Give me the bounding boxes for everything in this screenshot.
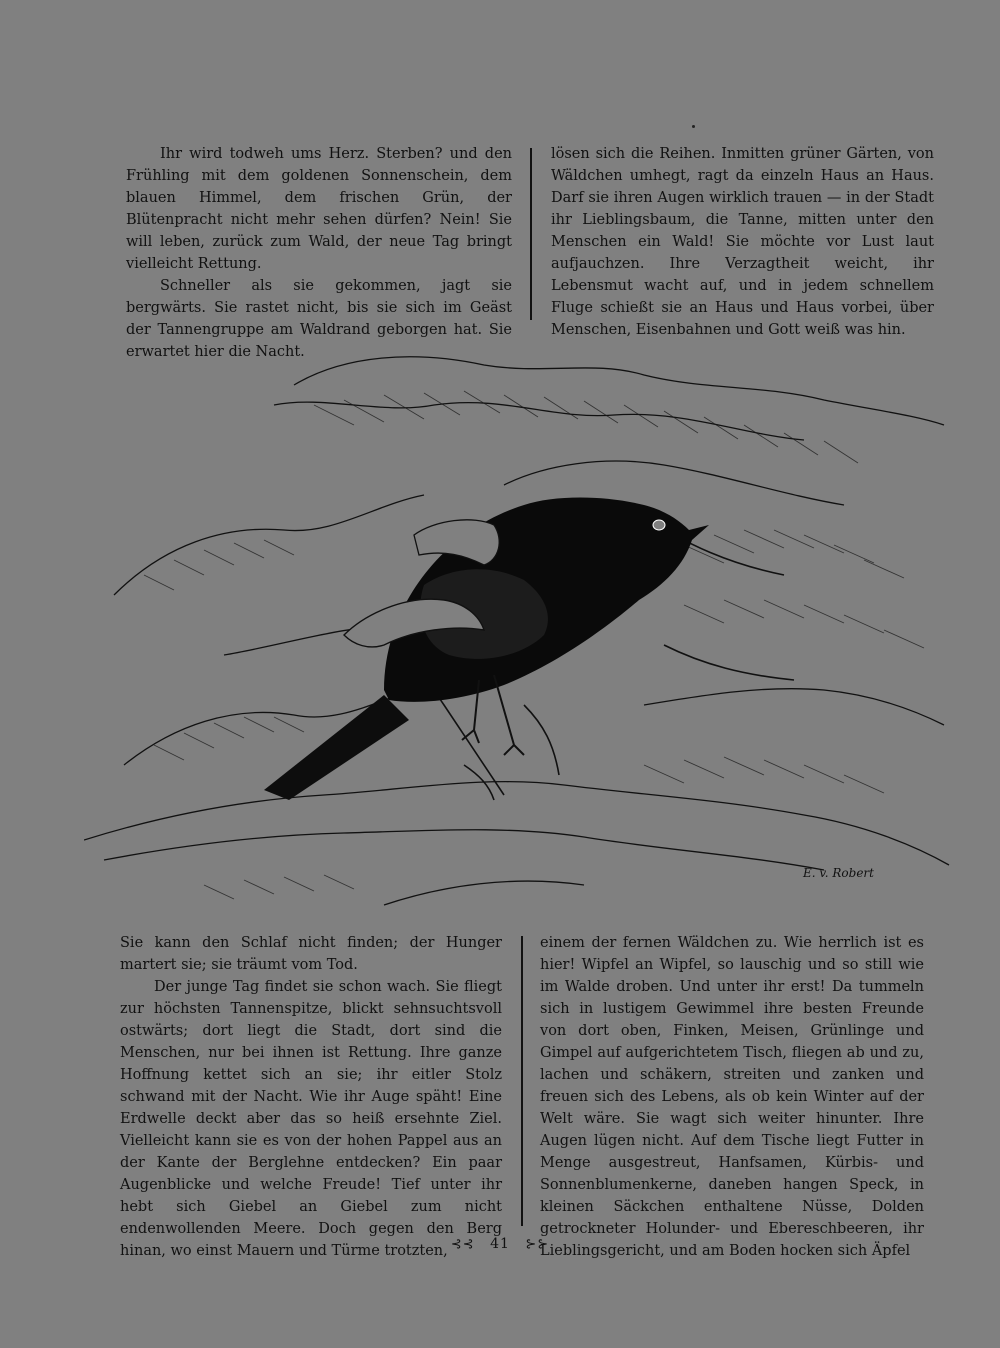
hatching <box>684 600 924 648</box>
text-column-bottom-left <box>120 932 502 1262</box>
snowy-branch <box>504 461 844 505</box>
foliage-outline <box>114 495 424 595</box>
paragraph: Schneller als sie gekommen, jagt sie bergwärts. Sie rastet nicht, bis sie sich im Geäst der Tannengruppe am Waldrand geborgen hat. Sie erwartet hier die Nacht. <box>126 278 512 360</box>
ornament-left-icon: ⊰⊰ <box>450 1237 475 1252</box>
blackbird-illustration <box>84 345 954 920</box>
ornament-right-icon: ⊱⊱ <box>525 1237 550 1252</box>
hatching <box>684 530 904 578</box>
snowy-branch <box>84 782 949 865</box>
paragraph: Der junge Tag findet sie schon wach. Sie fliegt zur höchsten Tannenspitze, blickt sehnsuchtsvoll ostwärts; dort liegt die Stadt, dort sind die Menschen, nur bei ihnen ist Rettung. Ihre ganze Hoffnung kettet sich an sie; ihr eitler Stolz schwand mit der Nacht. Wie ihr Auge späht! Eine Erdwelle deckt aber das so heiß ersehnte Ziel. Vielleicht kann sie es von der hohen Pappel aus an der Kante der Berglehne entdecken? Ein paar Augenblicke und welche Freude! Tief unter ihr hebt sich Giebel an Giebel zum nicht endenwollenden Meere. Doch gegen den Berg hinan, wo einst Mauern und Türme trotzten, <box>120 979 502 1259</box>
foliage-outline <box>274 402 804 440</box>
text-column-bottom-right <box>540 932 924 1262</box>
bird-eye <box>653 520 665 530</box>
hatching <box>144 540 294 590</box>
paragraph: Sie kann den Schlaf nicht finden; der Hunger martert sie; sie träumt vom Tod. <box>120 935 502 973</box>
hatching <box>644 757 884 793</box>
paragraph: Ihr wird todweh ums Herz. Sterben? und den Frühling mit dem goldenen Sonnenschein, dem blauen Himmel, dem frischen Grün, der Blütenpracht nicht mehr sehen dürfen? Nein! Sie will leben, zurück zum Wald, der neue Tag bringt vielleicht Rettung. <box>126 146 512 272</box>
paragraph: lösen sich die Reihen. Inmitten grüner Gärten, von Wäldchen umhegt, ragt da einzeln Haus an Haus. Darf sie ihren Augen wirklich trauen — in der Stadt ihr Lieblingsbaum, die Tanne, mitten unter den Menschen ein Wald! Sie möchte vor Lust laut aufjauchzen. Ihre Verzagtheit weicht, ihr Lebensmut wacht auf, und in jedem schnellem Fluge schießt sie an Haus und Haus vorbei, über Menschen, Eisenbahnen und Gott weiß was hin. <box>551 146 934 338</box>
artist-signature: E. v. Robert <box>803 866 874 880</box>
text-column-top-right <box>551 143 934 341</box>
snowy-branch <box>384 881 584 905</box>
hatching <box>204 875 354 899</box>
ink-speck <box>692 125 695 128</box>
snowy-branch <box>104 830 824 870</box>
paragraph: einem der fernen Wäldchen zu. Wie herrlich ist es hier! Wipfel an Wipfel, so lauschig und so still wie im Walde droben. Und unter ihr erst! Da tummeln sich in lustigem Gewimmel ihre besten Freunde von dort oben, Finken, Meisen, Grünlinge und Gimpel auf aufgerichtetem Tisch, fliegen ab und zu, lachen und schäkern, streiten und zanken und freuen sich des Lebens, als ob kein Winter auf der Welt wäre. Sie wagt sich weiter hinunter. Ihre Augen lügen nicht. Auf dem Tische liegt Futter in Menge ausgestreut, Hanfsamen, Kürbis- und Sonnenblumenkerne, daneben hangen Speck, in kleinen Säckchen enthaltene Nüsse, Dolden getrockneter Holunder- und Ebereschbeeren, ihr Lieblingsgericht, und am Boden hocken sich Äpfel <box>540 935 924 1259</box>
snowy-branch <box>644 689 944 725</box>
twig <box>524 705 559 775</box>
hatching <box>314 391 858 463</box>
bird-tail <box>264 695 409 800</box>
page-footer <box>0 1236 1000 1252</box>
page-number: 41 <box>490 1236 510 1252</box>
twig <box>664 645 794 680</box>
text-column-top-left <box>126 143 512 363</box>
hatching <box>154 717 304 760</box>
column-divider <box>530 148 532 320</box>
column-divider <box>521 936 523 1226</box>
